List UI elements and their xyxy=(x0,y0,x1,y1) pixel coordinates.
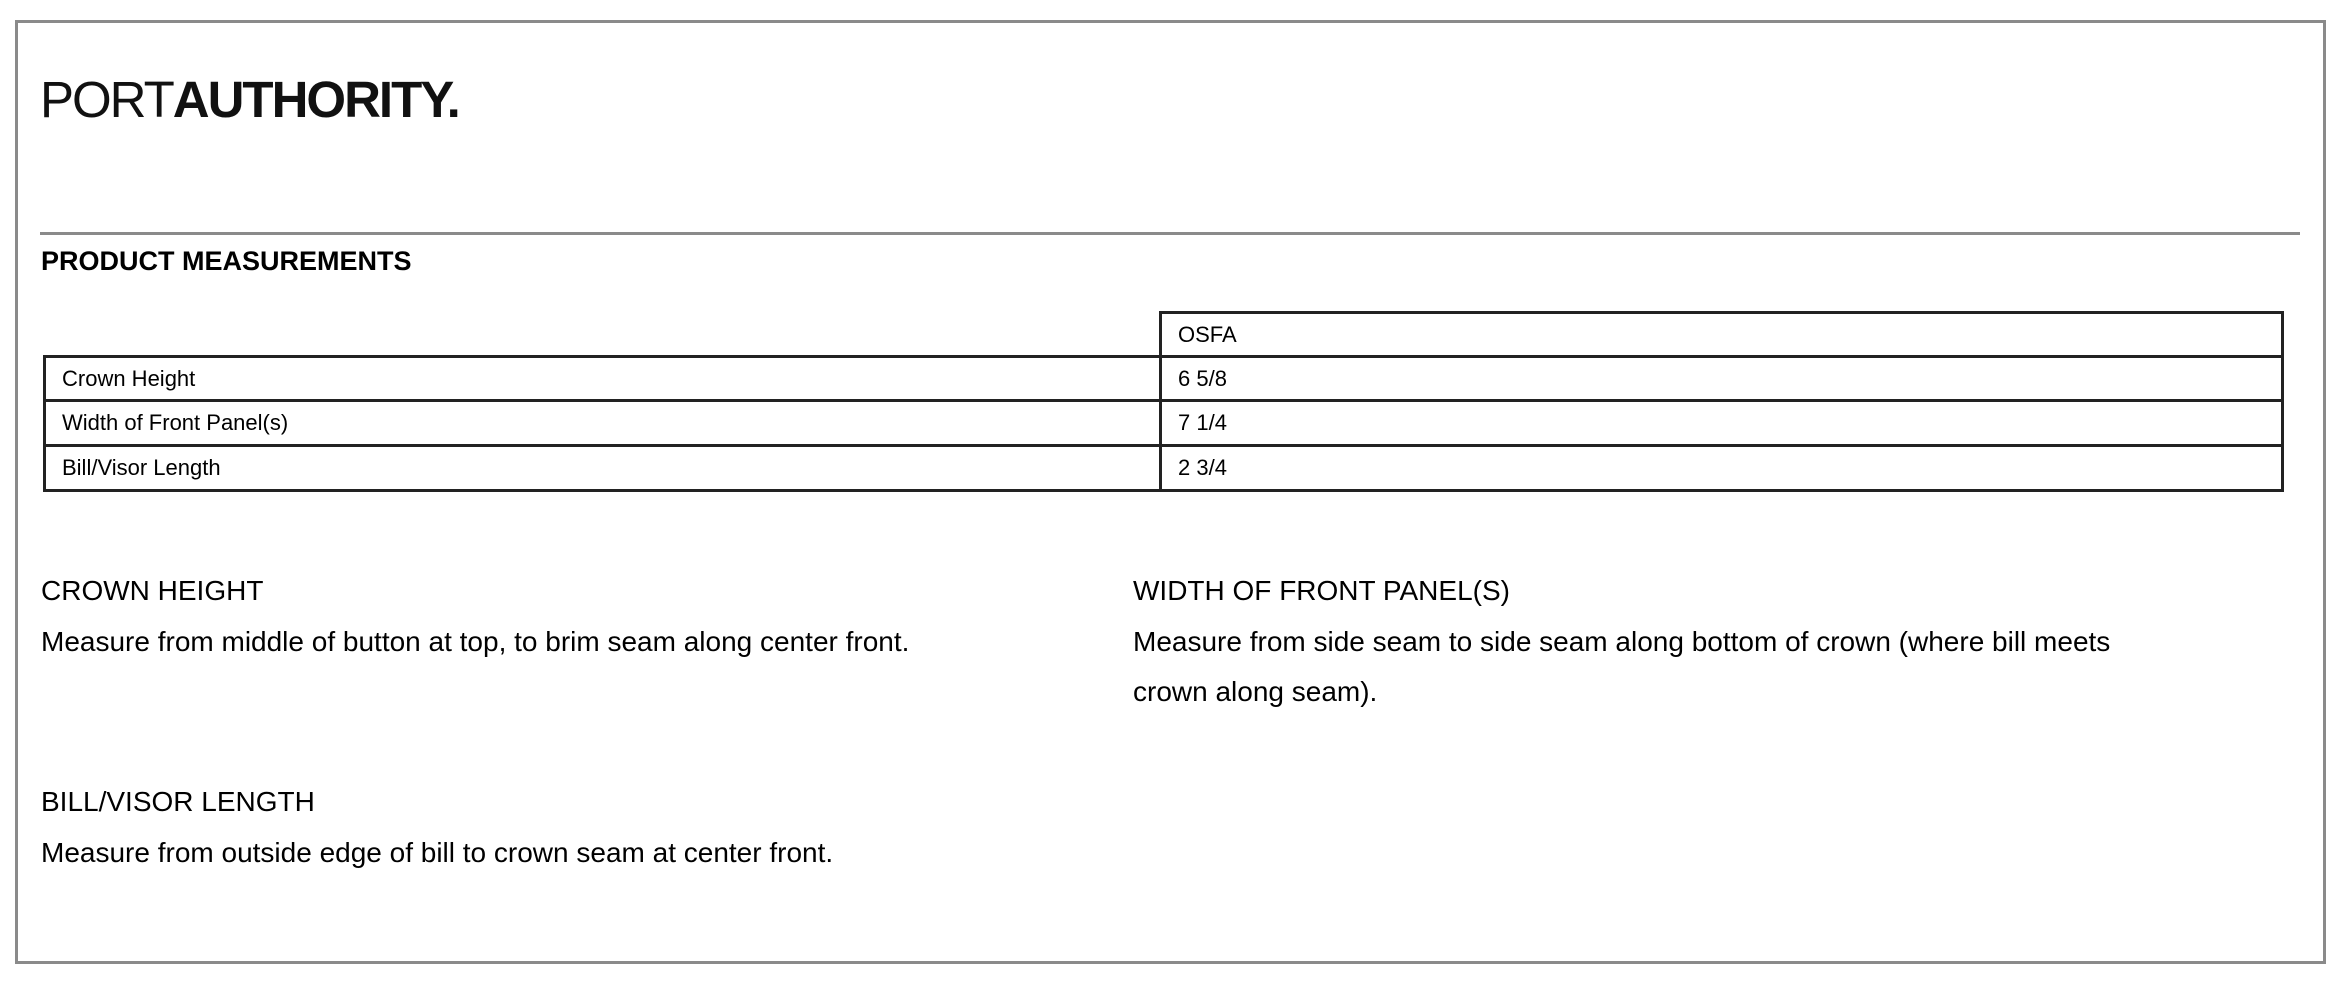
table-row-label xyxy=(43,355,1162,402)
bill-visor-length-text: Measure from outside edge of bill to crown seam at center front. xyxy=(41,837,834,868)
table-row-label xyxy=(43,399,1162,447)
size-header-label: OSFA xyxy=(1178,321,1237,347)
row-label-bill-visor-length: Bill/Visor Length xyxy=(62,455,221,480)
row-label-width-front-panel: Width of Front Panel(s) xyxy=(62,410,289,435)
document-frame xyxy=(15,20,2326,964)
size-header-cell xyxy=(1159,311,2284,358)
width-front-panel-heading: WIDTH OF FRONT PANEL(S) xyxy=(1133,575,1510,606)
table-row-value xyxy=(1159,444,2284,492)
logo-bold-text: AUTHORITY. xyxy=(172,71,459,128)
row-value-width-front-panel: 7 1/4 xyxy=(1178,410,1227,435)
port-authority-logo xyxy=(40,70,459,130)
bill-visor-length-heading: BILL/VISOR LENGTH xyxy=(41,786,315,817)
table-row-value xyxy=(1159,355,2284,402)
row-value-crown-height: 6 5/8 xyxy=(1178,365,1227,391)
row-value-bill-visor-length: 2 3/4 xyxy=(1178,455,1227,480)
row-label-crown-height: Crown Height xyxy=(62,365,196,391)
crown-height-text: Measure from middle of button at top, to brim seam along center front. xyxy=(41,626,910,657)
header-divider xyxy=(40,232,2300,235)
table-row-label xyxy=(43,444,1162,492)
crown-height-heading: CROWN HEIGHT xyxy=(41,575,264,606)
width-front-panel-text: Measure from side seam to side seam along bottom of crown (where bill meets crown along seam). xyxy=(1133,626,2111,707)
table-row-value xyxy=(1159,399,2284,447)
logo-light-text: PORT xyxy=(40,71,173,128)
section-title: PRODUCT MEASUREMENTS xyxy=(41,246,412,276)
